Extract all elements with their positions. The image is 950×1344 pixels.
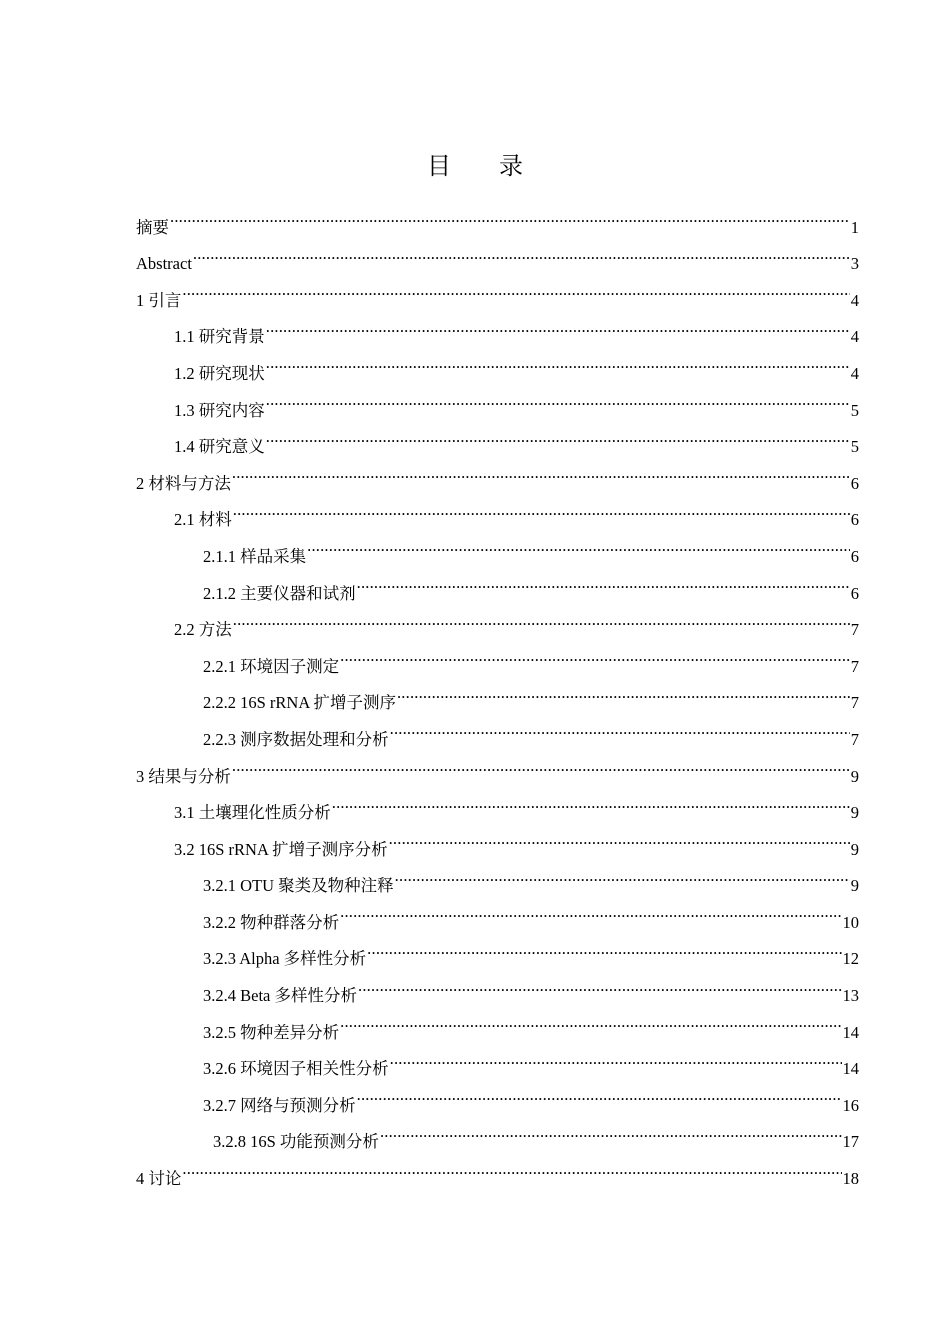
toc-entry-page-number: 9 bbox=[850, 766, 859, 786]
toc-entry-label: 2.1.2 主要仪器和试剂 bbox=[203, 583, 356, 603]
dot-leader bbox=[390, 1038, 842, 1075]
toc-entry-label: 3.2.2 物种群落分析 bbox=[203, 912, 340, 932]
toc-entry-label: 2.1.1 样品采集 bbox=[203, 546, 307, 566]
dot-leader bbox=[307, 525, 850, 562]
toc-entry-page-number: 12 bbox=[842, 949, 859, 969]
title-part-1: 目 bbox=[427, 152, 451, 180]
toc-entry-label: 3.2.8 16S 功能预测分析 bbox=[213, 1132, 379, 1152]
dot-leader bbox=[380, 1111, 842, 1148]
toc-entry-page-number: 7 bbox=[850, 656, 859, 676]
toc-entry-label: 2.2 方法 bbox=[174, 620, 232, 640]
toc-entry-page-number: 6 bbox=[850, 510, 859, 530]
toc-entry[interactable] bbox=[136, 233, 859, 274]
toc-entry-page-number: 13 bbox=[842, 986, 859, 1006]
dot-leader bbox=[233, 599, 850, 636]
toc-entry[interactable] bbox=[136, 635, 859, 676]
toc-entry-label: 2.2.2 16S rRNA 扩增子测序 bbox=[203, 693, 396, 713]
toc-entry-page-number: 3 bbox=[850, 254, 859, 274]
dot-leader bbox=[332, 782, 850, 819]
toc-entry-page-number: 9 bbox=[850, 839, 859, 859]
toc-entry-label: 2.1 材料 bbox=[174, 510, 232, 530]
toc-entry-label: 1.4 研究意义 bbox=[174, 437, 265, 457]
toc-entry-page-number: 6 bbox=[850, 546, 859, 566]
dot-leader bbox=[266, 416, 850, 453]
toc-entry-page-number: 4 bbox=[850, 327, 859, 347]
toc-entry-page-number: 4 bbox=[850, 363, 859, 383]
toc-entry-label: 3.1 土壤理化性质分析 bbox=[174, 803, 331, 823]
toc-entry-page-number: 18 bbox=[842, 1169, 859, 1189]
toc-entry-label: 2.2.3 测序数据处理和分析 bbox=[203, 729, 389, 749]
toc-entry-page-number: 7 bbox=[850, 729, 859, 749]
toc-entry[interactable] bbox=[136, 745, 859, 786]
dot-leader bbox=[357, 562, 850, 599]
dot-leader bbox=[397, 672, 850, 709]
toc-entry[interactable] bbox=[136, 306, 859, 347]
dot-leader bbox=[340, 1001, 841, 1038]
dot-leader bbox=[170, 196, 850, 233]
toc-entry-label: Abstract bbox=[136, 254, 192, 274]
dot-leader bbox=[389, 818, 850, 855]
toc-entry-label: 3.2 16S rRNA 扩增子测序分析 bbox=[174, 839, 388, 859]
toc-entry-label: 2.2.1 环境因子测定 bbox=[203, 656, 340, 676]
toc-entry-label: 3.2.7 网络与预测分析 bbox=[203, 1095, 356, 1115]
toc-entry-page-number: 14 bbox=[842, 1022, 859, 1042]
dot-leader bbox=[367, 928, 841, 965]
toc-entry-page-number: 6 bbox=[850, 583, 859, 603]
toc-entry[interactable] bbox=[136, 196, 859, 237]
page-title bbox=[0, 146, 950, 181]
toc-entry-label: 摘要 bbox=[136, 217, 169, 237]
toc-entry-label: 4 讨论 bbox=[136, 1169, 182, 1189]
toc-entry-page-number: 1 bbox=[850, 217, 859, 237]
toc-entry-label: 2 材料与方法 bbox=[136, 473, 231, 493]
dot-leader bbox=[340, 891, 841, 928]
toc-entry-label: 3.2.6 环境因子相关性分析 bbox=[203, 1059, 389, 1079]
dot-leader bbox=[233, 489, 850, 526]
toc-entry-label: 1.2 研究现状 bbox=[174, 363, 265, 383]
toc-entry[interactable] bbox=[136, 525, 859, 566]
toc-entry-page-number: 14 bbox=[842, 1059, 859, 1079]
toc-entry-label: 3.2.5 物种差异分析 bbox=[203, 1022, 340, 1042]
toc-entry-label: 3.2.4 Beta 多样性分析 bbox=[203, 986, 357, 1006]
toc-entry-page-number: 9 bbox=[850, 803, 859, 823]
toc-entry[interactable] bbox=[136, 782, 859, 823]
toc-entry[interactable] bbox=[136, 452, 859, 493]
dot-leader bbox=[358, 964, 842, 1001]
dot-leader bbox=[390, 708, 850, 745]
dot-leader bbox=[266, 379, 850, 416]
dot-leader bbox=[266, 342, 850, 379]
dot-leader bbox=[395, 855, 850, 892]
toc-entry-page-number: 7 bbox=[850, 693, 859, 713]
toc-entry-page-number: 5 bbox=[850, 400, 859, 420]
dot-leader bbox=[232, 745, 850, 782]
title-part-2: 录 bbox=[499, 152, 523, 180]
dot-leader bbox=[232, 452, 850, 489]
dot-leader bbox=[357, 1074, 842, 1111]
dot-leader bbox=[340, 635, 850, 672]
toc-entry-label: 3.2.3 Alpha 多样性分析 bbox=[203, 949, 367, 969]
toc-entry-page-number: 7 bbox=[850, 620, 859, 640]
dot-leader bbox=[193, 233, 850, 270]
toc-entry-label: 1 引言 bbox=[136, 290, 182, 310]
toc-entry-page-number: 10 bbox=[842, 912, 859, 932]
toc-entry-label: 3 结果与分析 bbox=[136, 766, 231, 786]
toc-entry-label: 1.1 研究背景 bbox=[174, 327, 265, 347]
dot-leader bbox=[182, 1147, 841, 1184]
toc-entry[interactable] bbox=[136, 489, 859, 530]
toc-entry-page-number: 17 bbox=[842, 1132, 859, 1152]
toc-entry-page-number: 4 bbox=[850, 290, 859, 310]
table-of-contents bbox=[136, 196, 859, 1189]
dot-leader bbox=[266, 306, 850, 343]
dot-leader bbox=[182, 269, 849, 306]
toc-entry-label: 1.3 研究内容 bbox=[174, 400, 265, 420]
toc-entry-page-number: 6 bbox=[850, 473, 859, 493]
toc-entry-page-number: 5 bbox=[850, 437, 859, 457]
toc-entry[interactable] bbox=[136, 269, 859, 310]
toc-entry[interactable] bbox=[136, 599, 859, 640]
toc-entry-label: 3.2.1 OTU 聚类及物种注释 bbox=[203, 876, 394, 896]
toc-entry[interactable] bbox=[136, 1147, 859, 1189]
toc-entry-page-number: 9 bbox=[850, 876, 859, 896]
toc-entry-page-number: 16 bbox=[842, 1095, 859, 1115]
